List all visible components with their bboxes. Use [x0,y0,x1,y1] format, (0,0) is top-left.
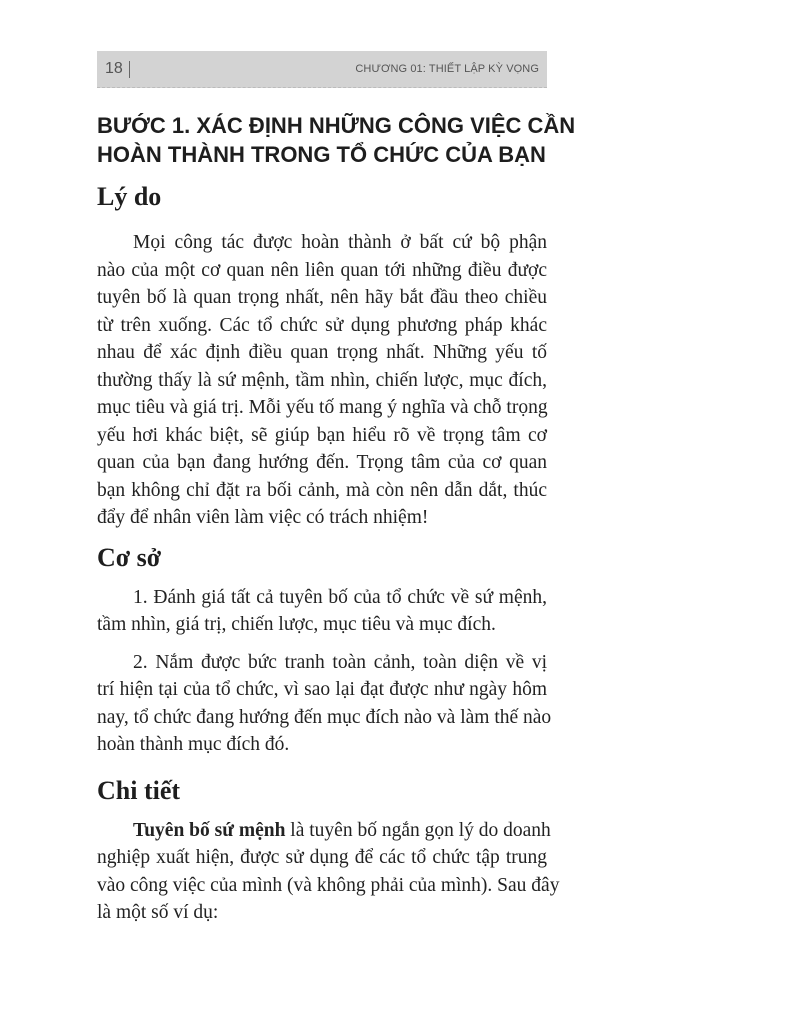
step-title-line: BƯỚC 1. XÁC ĐỊNH NHỮNG CÔNG VIỆC CẦN [97,113,576,138]
paragraph-line: tuyên bố là quan trọng nhất, nên hãy bắt đầu theo chiều [97,287,547,308]
paragraph-line: yếu hơi khác biệt, sẽ giúp bạn hiểu rõ về trọng tâm cơ [97,424,547,446]
paragraph-line: bạn không chỉ đặt ra bối cảnh, mà còn nên dẫn dắt, thúc [97,479,547,501]
step-title-line: HOÀN THÀNH TRONG TỔ CHỨC CỦA BẠN [97,142,546,167]
paragraph-line: hoàn thành mục đích đó. [97,734,290,755]
line-text: là tuyên bố ngắn gọn lý do doanh [285,819,551,841]
paragraph-line: 2. Nắm được bức tranh toàn cảnh, toàn diện về vị [133,651,547,673]
list-item-1 [97,584,547,639]
paragraph-line: từ trên xuống. Các tổ chức sử dụng phương pháp khác [97,314,547,336]
paragraph-line: thường thấy là sứ mệnh, tầm nhìn, chiến lược, mục đích, [97,369,547,391]
heading-ly-do: Lý do [97,182,162,211]
header-divider [129,61,130,78]
paragraph-line: đẩy để nhân viên làm việc có trách nhiệm! [97,507,429,528]
paragraph-line: quan của bạn đang hướng đến. Trọng tâm của cơ quan [97,452,547,473]
paragraph-line: 1. Đánh giá tất cả tuyên bố của tổ chức về sứ mệnh, [133,586,547,608]
paragraph-line: Mọi công tác được hoàn thành ở bất cứ bộ phận [133,232,547,253]
chapter-title: CHƯƠNG 01: THIẾT LẬP KỲ VỌNG [355,63,539,75]
paragraph-line: nghiệp xuất hiện, được sử dụng để các tổ chức tập trung [97,847,547,868]
list-item-2 [97,649,552,759]
heading-chi-tiet: Chi tiết [97,775,181,805]
paragraph-line: tầm nhìn, giá trị, chiến lược, mục tiêu và mục đích. [97,614,496,635]
paragraph-line: là một số ví dụ: [97,902,219,923]
bold-term: Tuyên bố sứ mệnh [133,819,286,841]
running-header [97,51,547,88]
paragraph-line: nào của một cơ quan nên liên quan tới những điều được [97,259,547,281]
heading-co-so: Cơ sở [97,542,162,572]
paragraph-line [97,817,551,845]
paragraph-ly-do [97,229,547,532]
paragraph-line: mục tiêu và giá trị. Mỗi yếu tố mang ý nghĩa và chỗ trọng [97,397,548,418]
paragraph-chi-tiet [97,817,560,927]
paragraph-line: nhau để xác định điều quan trọng nhất. Những yếu tố [97,342,547,363]
page-body [97,111,576,927]
paragraph-line: trí hiện tại của tổ chức, vì sao lại đạt được như ngày hôm [97,679,547,700]
step-title [97,111,576,169]
page-number: 18 [105,60,123,77]
paragraph-line: vào công việc của mình (và không phải của mình). Sau đây [97,874,560,896]
paragraph-line: nay, tổ chức đang hướng đến mục đích nào và làm thế nào [97,706,552,728]
